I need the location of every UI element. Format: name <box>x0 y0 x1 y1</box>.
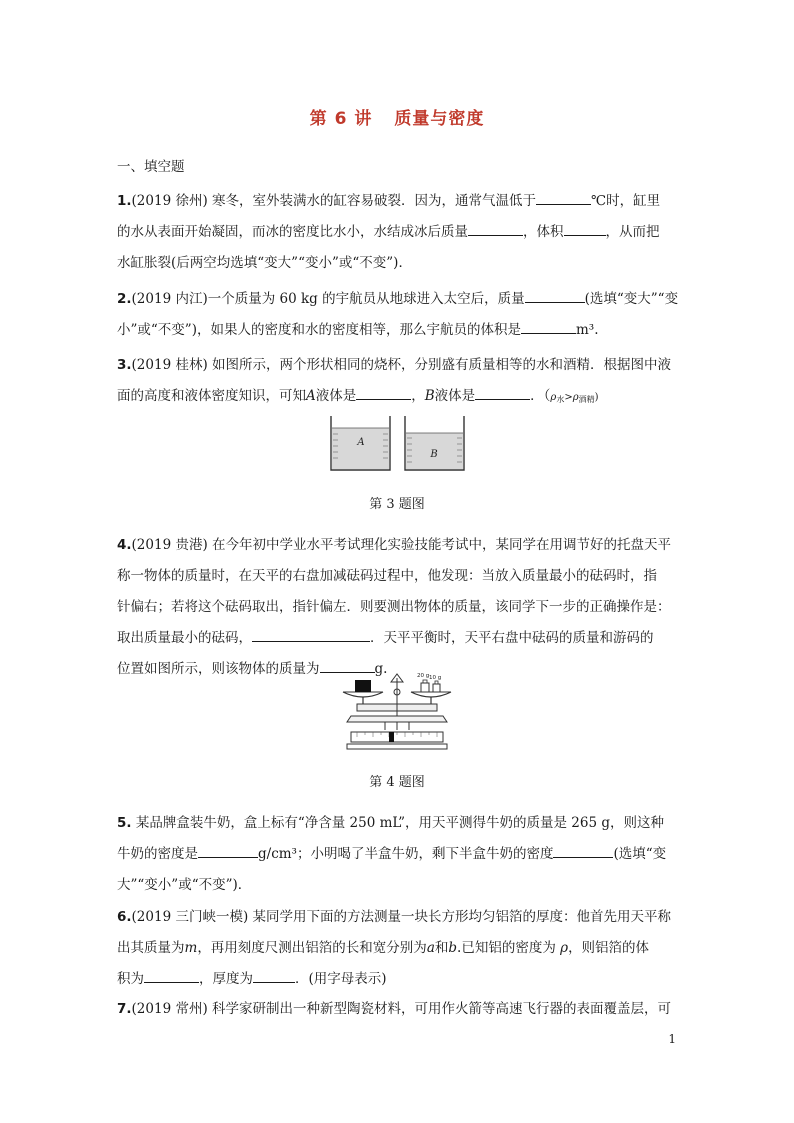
question-2: 2.(2019 内江)一个质量为 60 kg 的宇航员从地球进入太空后，质量 (选填“变大”“变 小”或“不变”)，如果人的密度和水的密度相等，那么宇航员的体积是 m³. <box>117 284 679 346</box>
page-number: 1 <box>668 1032 676 1046</box>
question-7: 7.(2019 常州) 科学家研制出一种新型陶瓷材料，可用作火箭等高速飞行器的表面覆盖层，可 <box>117 1001 672 1017</box>
answer-blank[interactable] <box>252 627 370 642</box>
weight-10g-label: 10 g <box>429 675 442 681</box>
beakers-figure <box>328 414 468 478</box>
section-heading: 一、填空题 <box>117 159 185 175</box>
question-1: 1.(2019 徐州) 寒冬，室外装满水的缸容易破裂．因为，通常气温低于 ℃时，缸里 的水从表面开始凝固，而冰的密度比水小，水结成冰后质量 ，体积 ，从而把 水缸胀裂(后两空均选填“变大”“变小”或“不变”)． <box>117 186 679 279</box>
answer-blank[interactable] <box>521 319 576 334</box>
answer-blank[interactable] <box>144 968 199 983</box>
answer-blank[interactable] <box>475 385 530 400</box>
question-4: 4.(2019 贵港) 在今年初中学业水平考试理化实验技能考试中，某同学在用调节好的托盘天平 称一物体的质量时，在天平的右盘加减砝码过程中，他发现：当放入质量最小的砝码时，指 针偏右；若将这个砝码取出，指针偏左．则要测出物体的质量，该同学下一步的正确操作是： 取出质量最小的砝码， ．天平平衡时，天平右盘中砝码的质量和游码的 位置如图所示，则该物体的质量为 g. <box>117 537 672 677</box>
question-5: 5. 某品牌盒装牛奶，盒上标有“净含量 250 mL”，用天平测得牛奶的质量是 265 g，则这种 牛奶的密度是 g/cm³；小明喝了半盒牛奶，剩下半盒牛奶的密度 (选填“变 大”“变小”或“不变”)． <box>117 815 667 893</box>
balance-figure <box>337 670 457 756</box>
answer-blank[interactable] <box>525 288 585 303</box>
lesson-title: 第 6 讲 质量与密度 <box>309 109 485 129</box>
figure-4-caption: 第 4 题图 <box>369 775 425 790</box>
answer-blank[interactable] <box>564 221 606 236</box>
beaker-b-label: B <box>430 449 438 460</box>
figure-3-caption: 第 3 题图 <box>369 497 425 512</box>
beaker-a-label: A <box>357 437 365 448</box>
weight-20g-label: 20 g <box>417 673 430 679</box>
answer-blank[interactable] <box>198 843 258 858</box>
question-6: 6.(2019 三门峡一模) 某同学用下面的方法测量一块长方形均匀铝箔的厚度：他首先用天平称 出其质量为m，再用刻度尺测出铝箔的长和宽分别为a和b.已知铝的密度为 ρ，则铝箔的体 积为 ，厚度为 ．(用字母表示) <box>117 909 672 987</box>
question-3: 3.(2019 桂林) 如图所示，两个形状相同的烧杯，分别盛有质量相等的水和酒精．根据图中液 面的高度和液体密度知识，可知A液体是 ，B液体是 ．$(\rho_水>\rho_{酒精})$ <box>117 357 672 404</box>
answer-blank[interactable] <box>356 385 411 400</box>
answer-blank[interactable] <box>253 968 295 983</box>
answer-blank[interactable] <box>553 843 613 858</box>
answer-blank[interactable] <box>468 221 523 236</box>
answer-blank[interactable] <box>536 190 591 205</box>
